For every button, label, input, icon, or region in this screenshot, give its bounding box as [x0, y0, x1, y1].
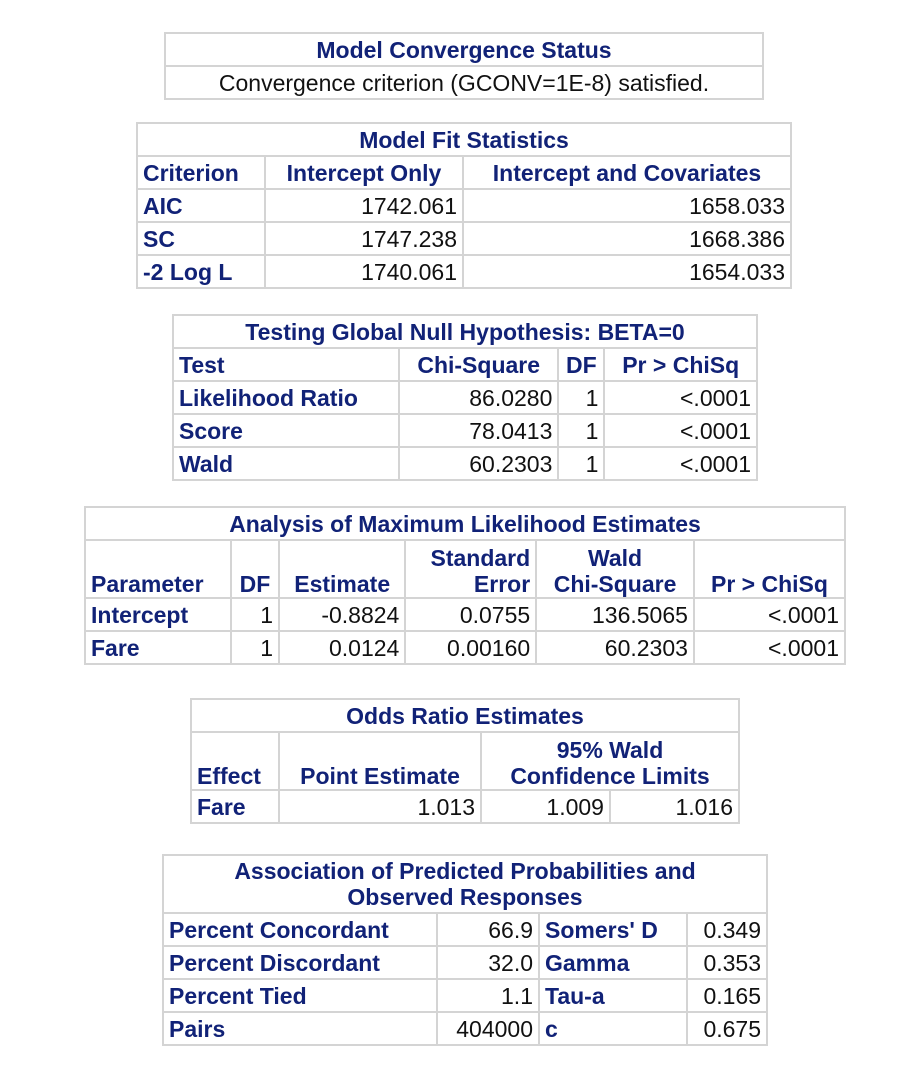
column-header [405, 540, 536, 598]
maximum-likelihood-estimates-table [84, 506, 846, 665]
cell: 1742.061 [265, 189, 463, 222]
header-line: Wald [588, 545, 643, 571]
row-header: Somers' D [539, 913, 687, 946]
cell: 60.2303 [536, 631, 694, 664]
cell: 0.00160 [405, 631, 536, 664]
title-line: Association of Predicted Probabilities and [234, 858, 696, 884]
header-line: Chi-Square [553, 571, 677, 597]
cell: 1747.238 [265, 222, 463, 255]
cell: <.0001 [604, 414, 757, 447]
row-header: Likelihood Ratio [173, 381, 399, 414]
cell: 1 [558, 447, 604, 480]
global-null-hypothesis-table [172, 314, 758, 481]
table-title: Model Convergence Status [165, 33, 763, 66]
row-header: Gamma [539, 946, 687, 979]
table-title: Analysis of Maximum Likelihood Estimates [85, 507, 845, 540]
row-header: SC [137, 222, 265, 255]
row-header: Fare [191, 790, 279, 823]
row-header: Percent Tied [163, 979, 437, 1012]
cell: 1658.033 [463, 189, 791, 222]
column-header: DF [558, 348, 604, 381]
cell: 0.165 [687, 979, 767, 1012]
cell: 136.5065 [536, 598, 694, 631]
title-line: Observed Responses [347, 884, 583, 910]
cell: 404000 [437, 1012, 539, 1045]
table-row [137, 222, 791, 255]
model-fit-statistics-table [136, 122, 792, 289]
cell: 1.1 [437, 979, 539, 1012]
cell: 1740.061 [265, 255, 463, 288]
column-header [481, 732, 739, 790]
cell: 86.0280 [399, 381, 558, 414]
cell: 0.353 [687, 946, 767, 979]
column-header: Effect [191, 732, 279, 790]
row-header: Intercept [85, 598, 231, 631]
row-header: Percent Concordant [163, 913, 437, 946]
table-title: Model Fit Statistics [137, 123, 791, 156]
table-row [163, 979, 767, 1012]
convergence-status-table [164, 32, 764, 100]
column-header: DF [231, 540, 279, 598]
cell: 1.013 [279, 790, 481, 823]
cell: 1654.033 [463, 255, 791, 288]
table-row [173, 381, 757, 414]
column-header: Point Estimate [279, 732, 481, 790]
column-header: Intercept and Covariates [463, 156, 791, 189]
column-header: Parameter [85, 540, 231, 598]
row-header: Fare [85, 631, 231, 664]
header-line: Confidence Limits [510, 763, 710, 789]
table-title [163, 855, 767, 913]
row-header: Pairs [163, 1012, 437, 1045]
header-line: 95% Wald [556, 737, 664, 763]
table-row [163, 913, 767, 946]
column-header [536, 540, 694, 598]
cell: 1.009 [481, 790, 610, 823]
cell: 0.349 [687, 913, 767, 946]
header-line: Standard [430, 545, 531, 571]
cell: 0.675 [687, 1012, 767, 1045]
table-row [173, 447, 757, 480]
row-header: Percent Discordant [163, 946, 437, 979]
cell: 0.0755 [405, 598, 536, 631]
cell: 32.0 [437, 946, 539, 979]
cell: <.0001 [604, 381, 757, 414]
cell: 66.9 [437, 913, 539, 946]
column-header: Test [173, 348, 399, 381]
cell: 1 [231, 631, 279, 664]
table-row [137, 255, 791, 288]
column-header: Chi-Square [399, 348, 558, 381]
table-title: Odds Ratio Estimates [191, 699, 739, 732]
table-row [85, 631, 845, 664]
row-header: Tau-a [539, 979, 687, 1012]
column-header: Pr > ChiSq [694, 540, 845, 598]
cell: 78.0413 [399, 414, 558, 447]
row-header: c [539, 1012, 687, 1045]
column-header: Criterion [137, 156, 265, 189]
row-header: -2 Log L [137, 255, 265, 288]
row-header: Wald [173, 447, 399, 480]
cell: 1 [558, 414, 604, 447]
cell: <.0001 [694, 598, 845, 631]
cell: 1668.386 [463, 222, 791, 255]
cell: 0.0124 [279, 631, 405, 664]
odds-ratio-estimates-table [190, 698, 740, 824]
table-row [85, 598, 845, 631]
cell: <.0001 [694, 631, 845, 664]
row-header: AIC [137, 189, 265, 222]
cell: 60.2303 [399, 447, 558, 480]
association-table [162, 854, 768, 1046]
table-row [137, 189, 791, 222]
table-row [173, 414, 757, 447]
convergence-message: Convergence criterion (GCONV=1E-8) satisfied. [165, 66, 763, 99]
table-row [163, 946, 767, 979]
column-header: Estimate [279, 540, 405, 598]
cell: 1 [558, 381, 604, 414]
column-header: Intercept Only [265, 156, 463, 189]
column-header: Pr > ChiSq [604, 348, 757, 381]
table-row [191, 790, 739, 823]
table-title: Testing Global Null Hypothesis: BETA=0 [173, 315, 757, 348]
cell: 1.016 [610, 790, 739, 823]
table-row [163, 1012, 767, 1045]
cell: -0.8824 [279, 598, 405, 631]
row-header: Score [173, 414, 399, 447]
cell: <.0001 [604, 447, 757, 480]
cell: 1 [231, 598, 279, 631]
header-line: Error [473, 571, 531, 597]
